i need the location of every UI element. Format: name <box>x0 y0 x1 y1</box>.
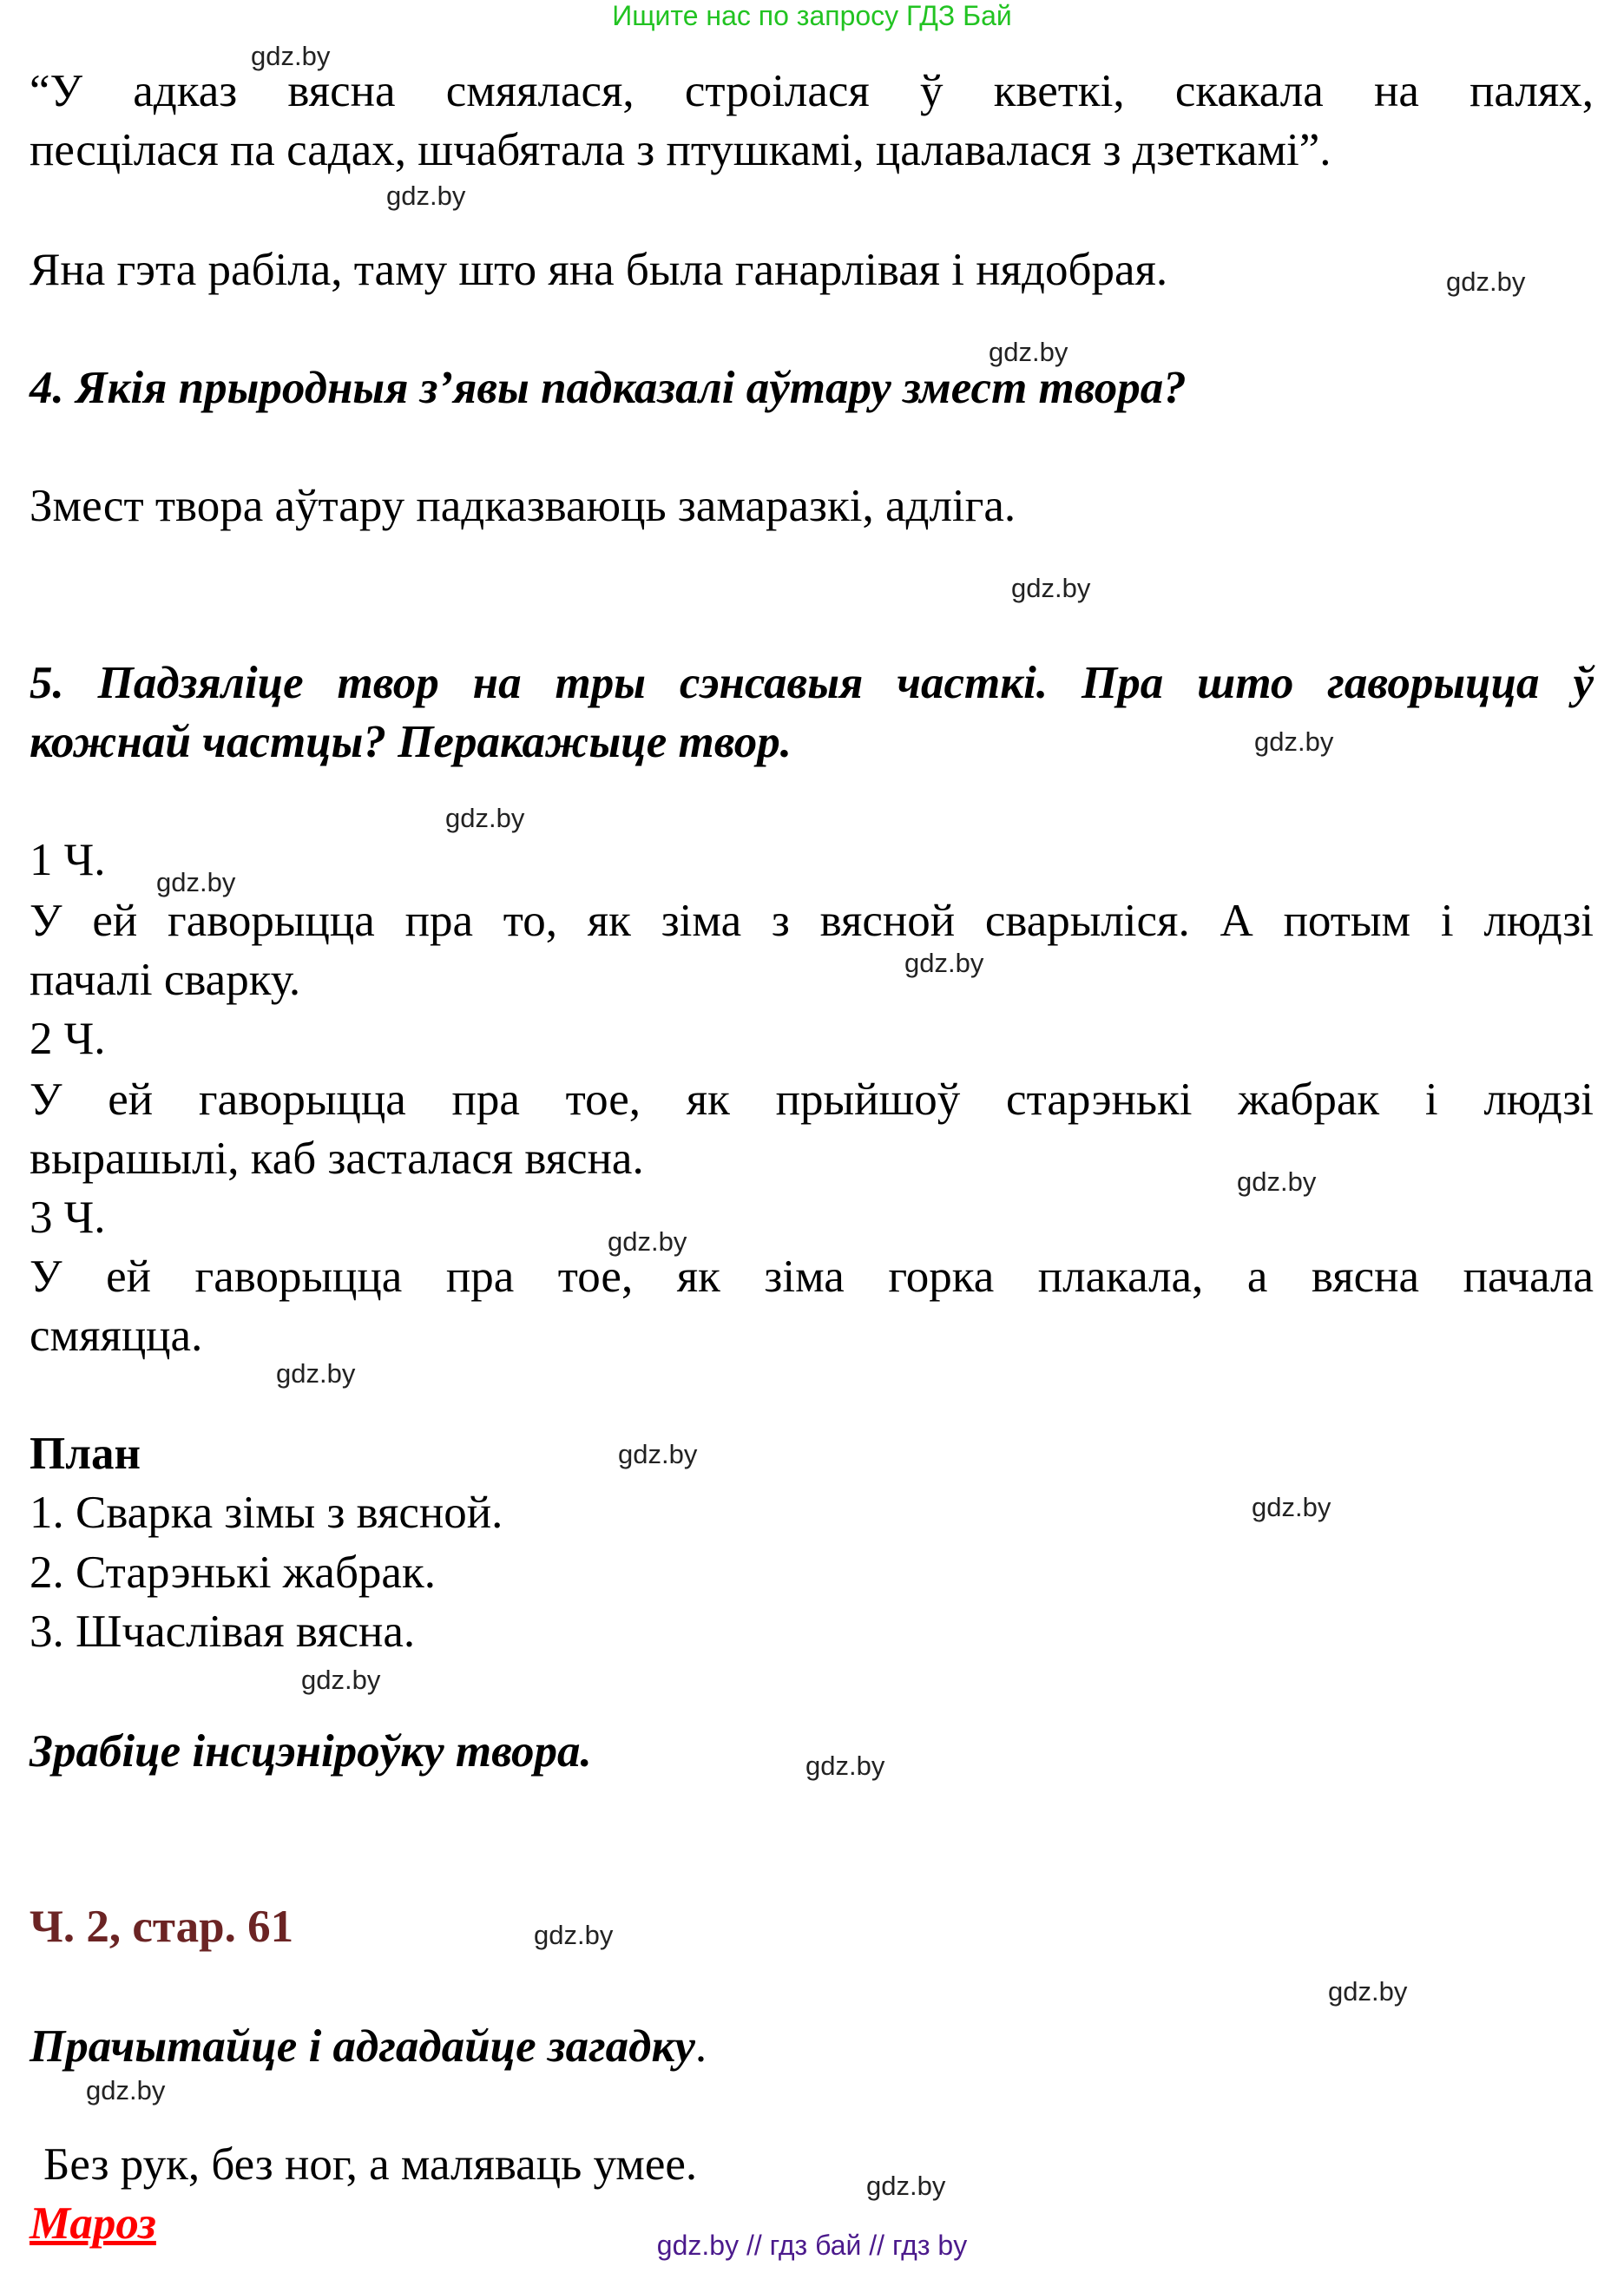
riddle-answer: Мароз <box>30 2198 156 2249</box>
part-label: 3 Ч. <box>30 1192 106 1243</box>
footer: gdz.by // гдз бай // гдз by <box>656 2230 968 2261</box>
paragraph-line: песцілася па садах, шчабятала з птушкамі, цалавалася з дзеткамі”. <box>30 125 1331 175</box>
watermark: gdz.by <box>301 1665 381 1695</box>
part-text: вырашылі, каб засталася вясна. <box>30 1133 644 1184</box>
plan-item: 2. Старэнькі жабрак. <box>30 1547 436 1598</box>
part-text: У ей гаворыцца пра то, як зіма з вясной сварыліся. А потым і людзі <box>30 896 1594 946</box>
paragraph: Яна гэта рабіла, таму што яна была ганарлівая і нядобрая. <box>30 245 1168 295</box>
watermark: gdz.by <box>904 948 984 978</box>
riddle-prompt-end: . <box>694 2021 707 2072</box>
watermark: gdz.by <box>386 181 466 211</box>
question-5-line: 5. Падзяліце твор на тры сэнсавыя часткі. Пра што гаворыцца ў <box>30 658 1594 708</box>
watermark: gdz.by <box>1254 726 1334 757</box>
watermark: gdz.by <box>86 2075 166 2105</box>
part-text: смяяцца. <box>30 1311 203 1361</box>
answer-4: Змест твора аўтару падказваюць замаразкі, адліга. <box>30 481 1016 531</box>
watermark: gdz.by <box>534 1920 614 1950</box>
watermark: gdz.by <box>866 2171 946 2201</box>
plan-item: 1. Сварка зімы з вясной. <box>30 1488 503 1538</box>
part-text: пачалі сварку. <box>30 955 301 1005</box>
watermark: gdz.by <box>608 1226 687 1257</box>
watermark: gdz.by <box>445 803 525 833</box>
riddle-prompt-text: Прачытайце і адгадайце загадку <box>30 2021 695 2072</box>
watermark: gdz.by <box>1328 1976 1408 2007</box>
watermark: gdz.by <box>989 337 1068 367</box>
watermark: gdz.by <box>1237 1166 1317 1197</box>
watermark: gdz.by <box>276 1358 356 1389</box>
riddle-text: Без рук, без ног, а маляваць умее. <box>43 2139 698 2190</box>
watermark: gdz.by <box>1252 1492 1331 1522</box>
plan-title: План <box>30 1429 141 1479</box>
watermark: gdz.by <box>156 867 236 897</box>
task: Зрабіце інсцэніроўку твора. <box>30 1726 592 1777</box>
watermark: gdz.by <box>618 1439 698 1469</box>
watermark: gdz.by <box>1011 573 1091 603</box>
section-heading: Ч. 2, стар. 61 <box>30 1902 294 1952</box>
part-label: 2 Ч. <box>30 1014 106 1064</box>
riddle-prompt <box>30 2017 707 2076</box>
part-text: У ей гаворыцца пра тое, як зіма горка плакала, а вясна пачала <box>30 1251 1594 1302</box>
part-text: У ей гаворыцца пра тое, як прыйшоў старэнькі жабрак і людзі <box>30 1074 1594 1125</box>
part-label: 1 Ч. <box>30 835 106 885</box>
question-4: 4. Якія прыродныя з’явы падказалі аўтару змест твора? <box>30 363 1187 413</box>
header-banner: Ищите нас по запросу ГДЗ Бай <box>612 0 1012 31</box>
watermark: gdz.by <box>805 1751 885 1781</box>
paragraph-line: “У адказ вясна смяялася, строілася ў кветкі, скакала на палях, <box>30 66 1594 116</box>
plan-item: 3. Шчаслівая вясна. <box>30 1606 416 1657</box>
watermark: gdz.by <box>1446 266 1526 297</box>
watermark: gdz.by <box>251 41 331 71</box>
question-5-line: кожнай частцы? Перакажыце твор. <box>30 717 792 767</box>
